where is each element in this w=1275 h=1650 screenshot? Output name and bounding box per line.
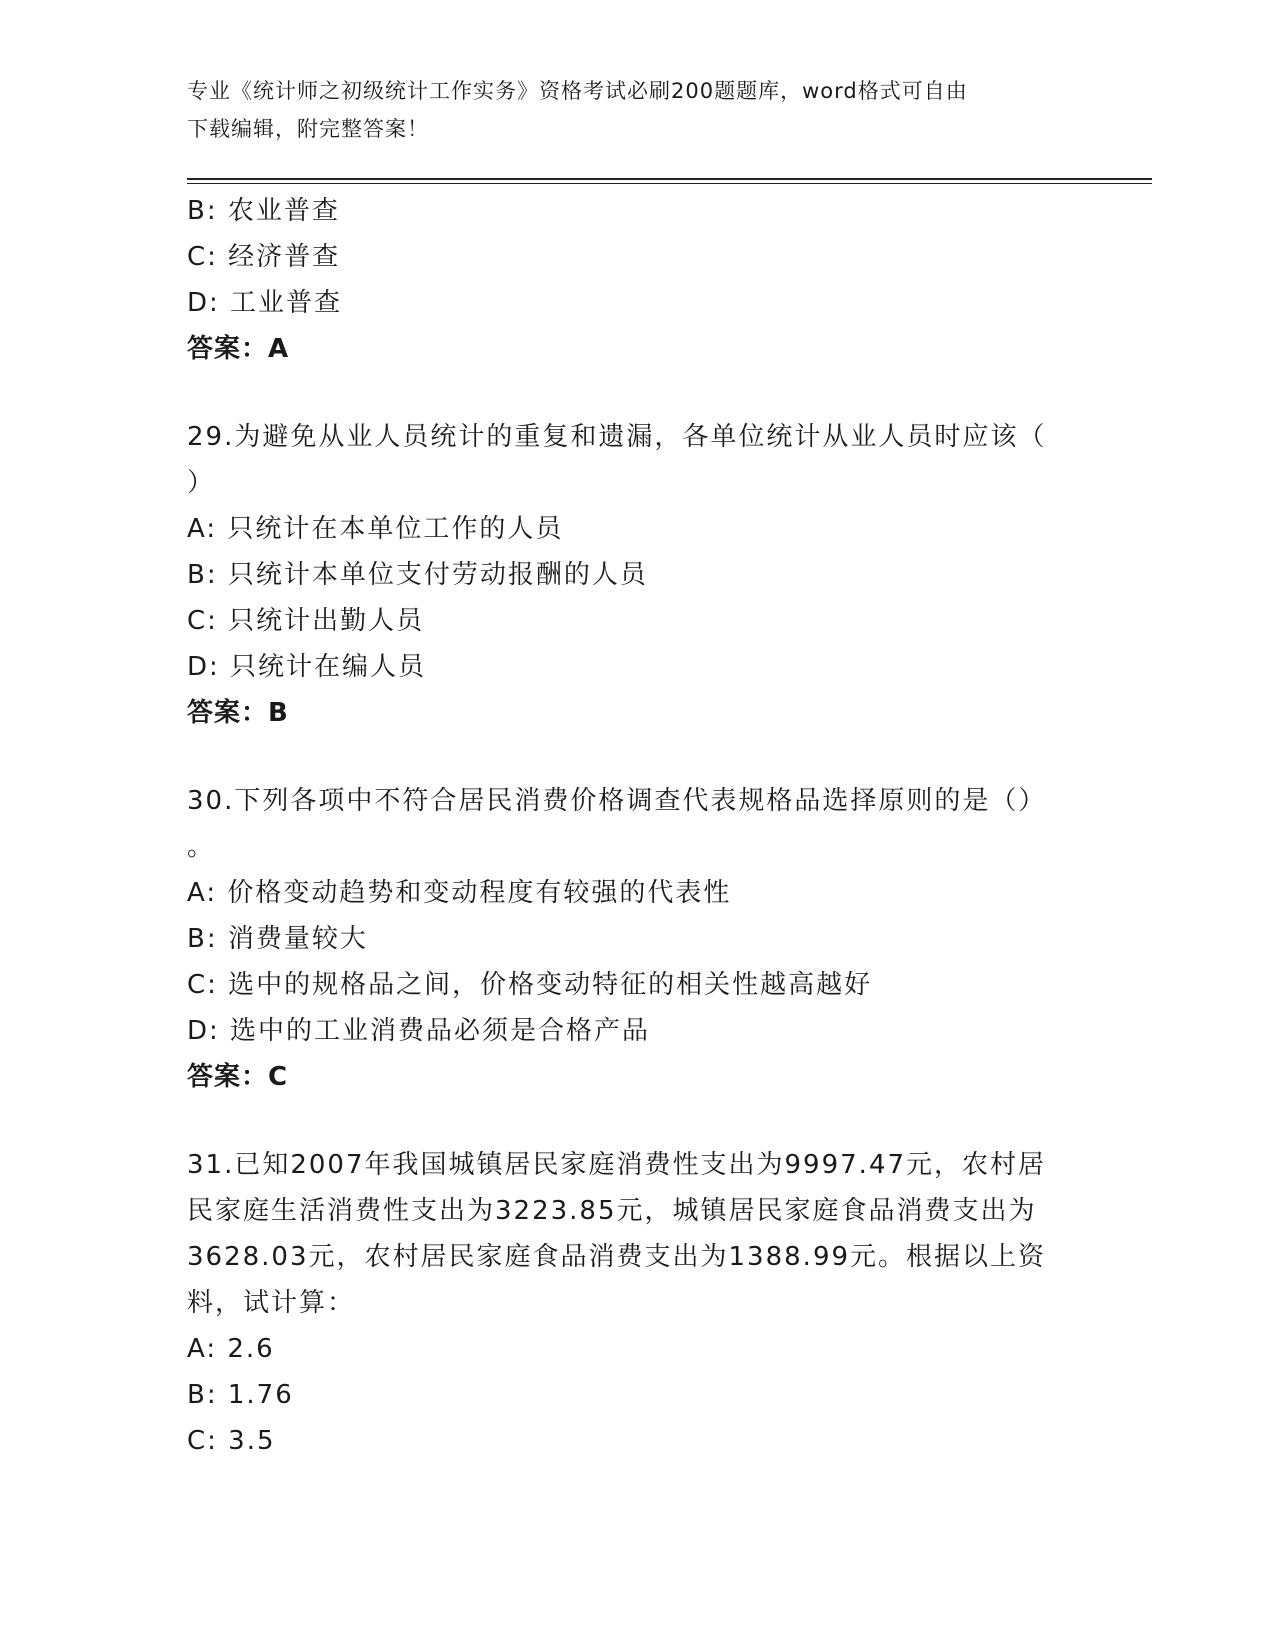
header-line-1: 专业《统计师之初级统计工作实务》资格考试必刷200题题库，word格式可自由 — [187, 79, 968, 103]
option-c: C: 选中的规格品之间，价格变动特征的相关性越高越好 — [187, 970, 873, 1000]
option-a: A: 价格变动趋势和变动程度有较强的代表性 — [187, 878, 732, 908]
option-b: B: 1.76 — [187, 1380, 294, 1410]
option-c: C: 只统计出勤人员 — [187, 606, 425, 636]
question-stem: 29.为避免从业人员统计的重复和遗漏，各单位统计从业人员时应该（ — [187, 422, 1047, 452]
header-line-2: 下载编辑，附完整答案！ — [187, 117, 429, 141]
answer-label: 答案：A — [187, 334, 290, 364]
question-29 — [187, 414, 1067, 736]
answer-label: 答案：B — [187, 698, 289, 728]
document-header — [187, 72, 1067, 148]
option-b: B: 只统计本单位支付劳动报酬的人员 — [187, 560, 648, 590]
question-28 — [187, 188, 1067, 372]
option-d: D: 只统计在编人员 — [187, 652, 427, 682]
question-stem-line-3: 3628.03元，农村居民家庭食品消费支出为1388.99元。根据以上资 — [187, 1242, 1047, 1272]
question-30 — [187, 778, 1067, 1100]
header-divider-thin — [187, 183, 1152, 184]
question-stem: 30.下列各项中不符合居民消费价格调查代表规格品选择原则的是（） — [187, 786, 1047, 816]
option-b: B: 农业普查 — [187, 196, 340, 226]
answer-label: 答案：C — [187, 1062, 289, 1092]
question-stem-line-1: 31.已知2007年我国城镇居民家庭消费性支出为9997.47元，农村居 — [187, 1150, 1047, 1180]
option-d: D: 工业普查 — [187, 288, 343, 318]
question-31 — [187, 1142, 1067, 1464]
option-c: C: 3.5 — [187, 1426, 276, 1456]
option-b: B: 消费量较大 — [187, 924, 368, 954]
question-stem-line-2: 民家庭生活消费性支出为3223.85元，城镇居民家庭食品消费支出为 — [187, 1196, 1037, 1226]
question-list — [187, 188, 1067, 1464]
option-a: A: 2.6 — [187, 1334, 275, 1364]
option-a: A: 只统计在本单位工作的人员 — [187, 514, 564, 544]
question-stem-line-4: 料，试计算： — [187, 1288, 356, 1318]
question-stem-continued: ） — [187, 468, 216, 498]
question-stem-continued: 。 — [187, 832, 216, 862]
header-divider-thick — [187, 178, 1152, 180]
option-c: C: 经济普查 — [187, 242, 341, 272]
option-d: D: 选中的工业消费品必须是合格产品 — [187, 1016, 651, 1046]
